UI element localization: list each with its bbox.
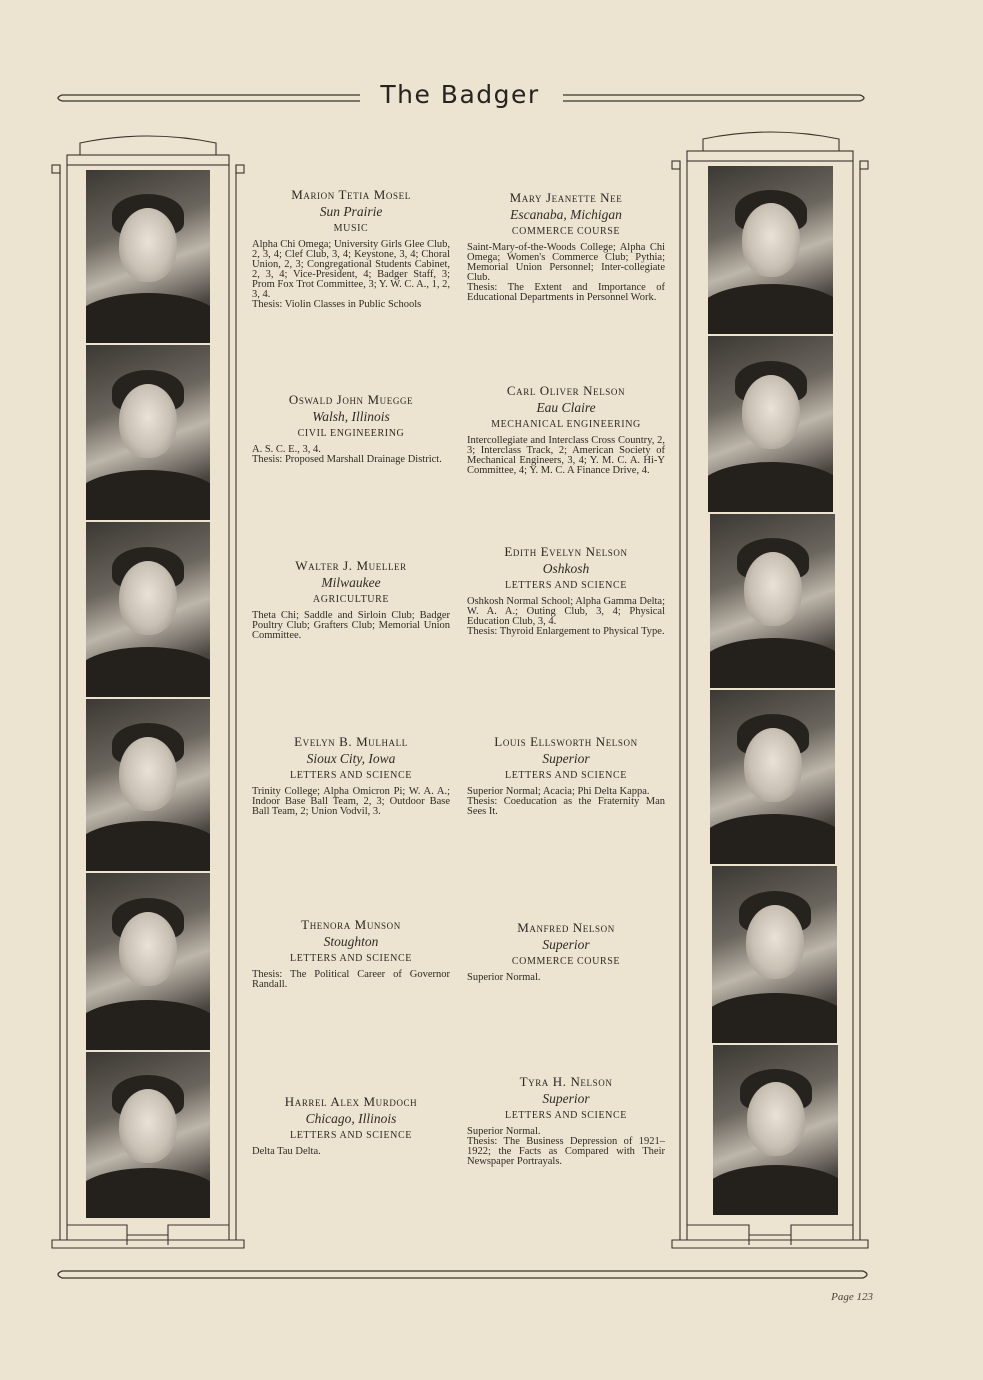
student-entry: [252, 917, 450, 990]
student-course: LETTERS AND SCIENCE: [290, 770, 412, 781]
student-activities: Superior Normal.: [467, 972, 541, 983]
student-activities: Theta Chi; Saddle and Sirloin Club; Badger Poultry Club; Grafters Club; Memorial Union Committee.: [252, 610, 450, 641]
student-course: LETTERS AND SCIENCE: [290, 1130, 412, 1141]
portrait-photo: [708, 166, 833, 334]
portrait-photo: [710, 514, 835, 688]
student-hometown: Superior: [542, 1091, 590, 1106]
student-course: COMMERCE COURSE: [511, 226, 621, 237]
student-entry: [252, 392, 450, 465]
portrait-photo: [710, 690, 835, 864]
student-entry: [252, 187, 450, 310]
student-hometown: Oshkosh: [542, 561, 590, 576]
student-entry: [252, 734, 450, 817]
student-activities: Oshkosh Normal School; Alpha Gamma Delta; W. A. A.; Outing Club, 3, 4; Physical Education Club, 3, 4.: [467, 596, 666, 627]
student-entry: [252, 1094, 450, 1157]
student-hometown: Escanaba, Michigan: [510, 207, 622, 222]
student-name: Edith Evelyn Nelson: [504, 544, 628, 559]
student-course: MUSIC: [333, 223, 369, 234]
student-activities: Superior Normal.: [467, 1126, 541, 1137]
student-thesis: Thesis: The Business Depression of 1921–1922; the Facts as Compared with Their Newspaper Portrayals.: [467, 1136, 665, 1167]
student-activities: Delta Tau Delta.: [252, 1146, 321, 1157]
portrait-photo: [86, 522, 210, 697]
student-entry: [467, 544, 665, 637]
portrait-photo: [86, 1052, 210, 1218]
student-thesis: Thesis: Proposed Marshall Drainage District.: [252, 454, 442, 465]
portrait-photo: [86, 170, 210, 343]
student-course: AGRICULTURE: [312, 594, 390, 605]
page-number: Page 123: [831, 1291, 873, 1303]
student-thesis: Thesis: Thyroid Enlargement to Physical Type.: [467, 626, 665, 637]
student-course: COMMERCE COURSE: [511, 956, 621, 967]
student-entry: [467, 190, 665, 303]
student-name: Walter J. Mueller: [295, 558, 407, 573]
student-activities: A. S. C. E., 3, 4.: [252, 444, 321, 455]
portrait-photo: [712, 866, 837, 1043]
student-thesis: Thesis: Violin Classes in Public Schools: [252, 299, 422, 310]
student-activities: Intercollegiate and Interclass Cross Country, 2, 3; Interclass Track, 2; American Society of Mechanical Engineers, 3, 4; Y. M. C. A. Hi-Y Committee, 4; Y. M. C. A Finance Drive, 4.: [467, 435, 665, 476]
student-entry: [467, 920, 665, 983]
student-name: Evelyn B. Mulhall: [294, 734, 408, 749]
portrait-photo: [86, 699, 210, 871]
student-hometown: Chicago, Illinois: [305, 1111, 397, 1126]
student-name: Louis Ellsworth Nelson: [494, 734, 638, 749]
student-thesis: Thesis: The Political Career of Governor Randall.: [252, 969, 450, 990]
student-thesis: Thesis: Coeducation as the Fraternity Man Sees It.: [467, 796, 665, 817]
portrait-photo: [86, 873, 210, 1050]
student-hometown: Superior: [542, 937, 590, 952]
student-entry: [252, 558, 450, 641]
student-course: LETTERS AND SCIENCE: [505, 770, 627, 781]
student-name: Tyra H. Nelson: [519, 1074, 613, 1089]
student-activities: Trinity College; Alpha Omicron Pi; W. A. A.; Indoor Base Ball Team, 2, 3; Outdoor Base Ball Team, 2; Union Vodvil, 3.: [252, 786, 450, 817]
student-hometown: Sioux City, Iowa: [306, 751, 396, 766]
student-hometown: Stoughton: [323, 934, 379, 949]
student-name: Oswald John Muegge: [288, 392, 414, 407]
student-hometown: Walsh, Illinois: [312, 409, 390, 424]
page-header-title: The Badger: [360, 80, 560, 109]
student-entry: [467, 734, 665, 817]
student-course: LETTERS AND SCIENCE: [505, 1110, 627, 1121]
student-name: Carl Oliver Nelson: [506, 383, 626, 398]
student-name: Thenora Munson: [301, 917, 401, 932]
student-name: Marion Tetia Mosel: [291, 187, 411, 202]
student-activities: Saint-Mary-of-the-Woods College; Alpha Chi Omega; Women's Commerce Club; Pythia; Memorial Union Personnel; Inter-collegiate Club.: [467, 242, 665, 283]
student-name: Manfred Nelson: [517, 920, 615, 935]
student-activities: Superior Normal; Acacia; Phi Delta Kappa.: [467, 786, 650, 797]
portrait-photo: [708, 336, 833, 512]
student-hometown: Sun Prairie: [319, 204, 383, 219]
student-hometown: Milwaukee: [321, 575, 381, 590]
student-hometown: Superior: [542, 751, 590, 766]
student-course: CIVIL ENGINEERING: [297, 428, 405, 439]
student-entry: [467, 1074, 665, 1167]
portrait-photo: [713, 1045, 838, 1215]
student-hometown: Eau Claire: [536, 400, 596, 415]
student-name: Harrel Alex Murdoch: [284, 1094, 418, 1109]
student-thesis: Thesis: The Extent and Importance of Educational Departments in Personnel Work.: [467, 282, 665, 303]
student-course: LETTERS AND SCIENCE: [290, 953, 412, 964]
student-activities: Alpha Chi Omega; University Girls Glee Club, 2, 3, 4; Clef Club, 3, 4; Keystone, 3, 4; Choral Union, 2, 3; Congregational Students Cabinet, 2, 3, 4; Vice-President, 4; Badger Staff, 3; Prom Fox Trot Committee, 3; Y. W. C. A., 1, 2, 3, 4.: [252, 239, 451, 300]
student-course: MECHANICAL ENGINEERING: [491, 419, 641, 430]
student-name: Mary Jeanette Nee: [509, 190, 623, 205]
student-course: LETTERS AND SCIENCE: [505, 580, 627, 591]
portrait-photo: [86, 345, 210, 520]
student-entry: [467, 383, 665, 476]
